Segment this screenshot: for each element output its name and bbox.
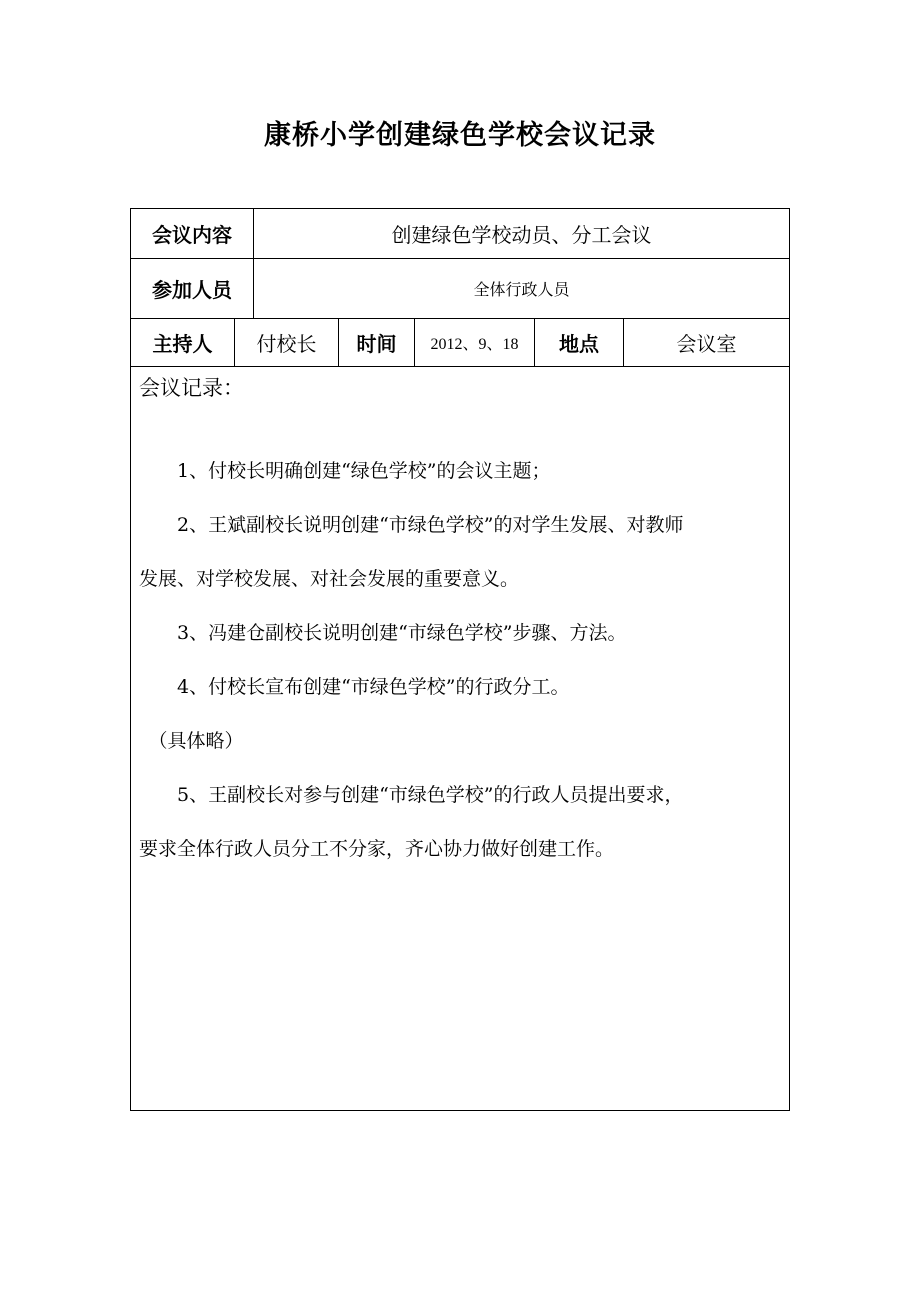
record-line-4: 3、冯建仓副校长说明创建“市绿色学校”步骤、方法。 bbox=[139, 622, 627, 644]
meeting-record-form bbox=[130, 208, 790, 1111]
record-line-6: （具体略） bbox=[139, 730, 244, 752]
time-value: 2012、9、18 bbox=[415, 319, 535, 366]
meeting-content-label: 会议内容 bbox=[131, 209, 254, 258]
record-line-5: 4、付校长宣布创建“市绿色学校”的行政分工。 bbox=[139, 676, 570, 698]
host-label: 主持人 bbox=[131, 319, 235, 366]
attendees-row bbox=[131, 259, 789, 319]
meeting-content-row bbox=[131, 209, 789, 259]
attendees-label: 参加人员 bbox=[131, 259, 254, 318]
place-label: 地点 bbox=[535, 319, 624, 366]
record-line-3: 发展、对学校发展、对社会发展的重要意义。 bbox=[139, 568, 520, 590]
record-line-2: 2、王斌副校长说明创建“市绿色学校”的对学生发展、对教师 bbox=[139, 514, 684, 536]
meeting-content-value: 创建绿色学校动员、分工会议 bbox=[391, 223, 652, 247]
place-value: 会议室 bbox=[676, 332, 737, 356]
time-label: 时间 bbox=[339, 319, 415, 366]
page-title: 康桥小学创建绿色学校会议记录 bbox=[264, 120, 656, 151]
meeting-record-section bbox=[131, 367, 789, 1112]
host-time-place-row bbox=[131, 319, 789, 367]
host-value: 付校长 bbox=[235, 319, 339, 366]
attendees-value: 全体行政人员 bbox=[473, 280, 570, 299]
record-line-8: 要求全体行政人员分工不分家，齐心协力做好创建工作。 bbox=[139, 838, 615, 860]
record-line-1: 1、付校长明确创建“绿色学校”的会议主题； bbox=[139, 460, 551, 482]
record-heading: 会议记录： bbox=[139, 376, 244, 400]
record-line-7: 5、王副校长对参与创建“市绿色学校”的行政人员提出要求， bbox=[139, 784, 684, 806]
